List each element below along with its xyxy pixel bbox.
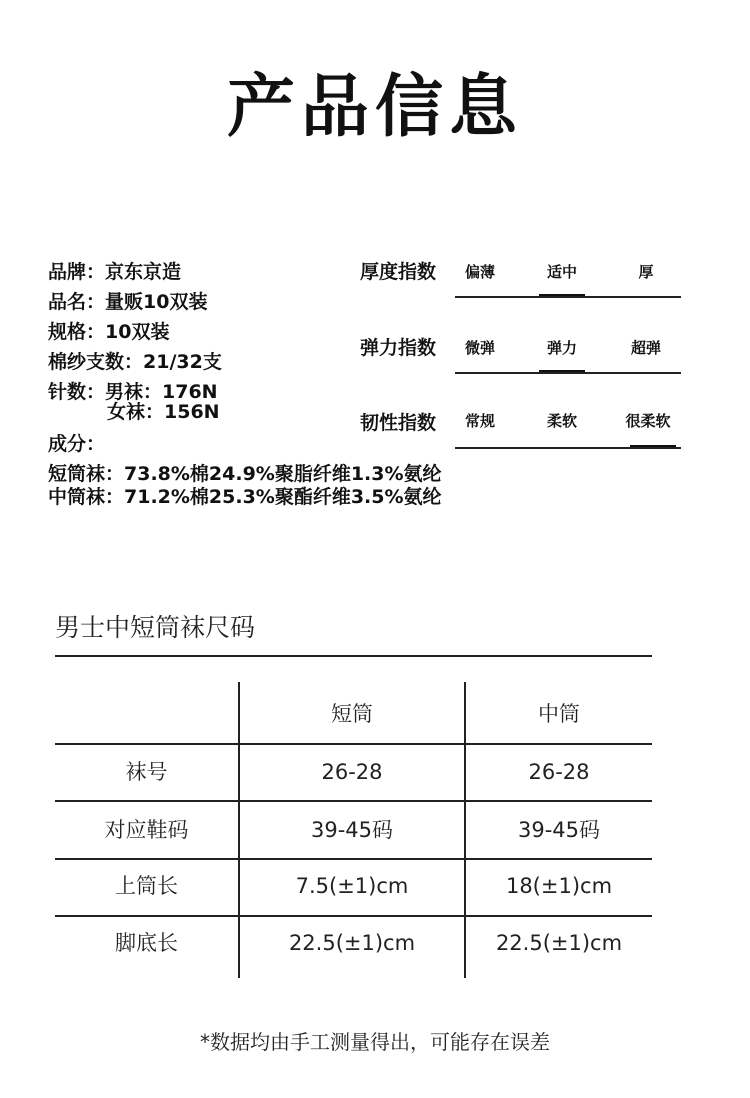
table-cell: 18(±1)cm: [505, 874, 613, 898]
info-needle-women: 女袜：156N: [107, 401, 220, 423]
info-spec: 规格：10双装: [48, 321, 170, 343]
thickness-option: 厚: [638, 263, 654, 281]
table-row-divider: [55, 743, 652, 745]
table-cell: 袜号: [125, 760, 168, 784]
size-chart-title: 男士中短筒袜尺码: [55, 613, 256, 642]
table-cell: 39-45码: [517, 818, 601, 842]
toughness-option: 柔软: [546, 412, 577, 430]
size-chart-title-rule: [55, 655, 652, 657]
info-brand: 品牌：京东京造: [48, 261, 182, 283]
thickness-index-label: 厚度指数: [360, 261, 437, 283]
page-title: 产品信息: [226, 68, 523, 147]
toughness-option: 很柔软: [625, 412, 671, 430]
table-header-cell: 中筒: [538, 702, 580, 726]
info-composition-mid: 中筒袜：71.2%棉25.3%聚酯纤维3.5%氨纶: [48, 486, 442, 508]
elasticity-index-label: 弹力指数: [360, 337, 437, 359]
elasticity-option: 超弹: [630, 339, 661, 357]
table-cell: 对应鞋码: [104, 818, 189, 842]
table-row-divider: [55, 800, 652, 802]
toughness-scale-line: [455, 447, 681, 449]
table-cell: 39-45码: [310, 818, 394, 842]
table-row-divider: [55, 915, 652, 917]
toughness-index-label: 韧性指数: [360, 412, 437, 434]
thickness-option: 适中: [546, 263, 577, 281]
elasticity-option: 弹力: [546, 339, 577, 357]
table-cell: 22.5(±1)cm: [288, 931, 416, 955]
info-yarn: 棉纱支数：21/32支: [48, 351, 222, 373]
thickness-scale-line: [455, 296, 681, 298]
table-cell: 22.5(±1)cm: [495, 931, 623, 955]
elasticity-option: 微弹: [464, 339, 495, 357]
info-composition-short: 短筒袜：73.8%棉24.9%聚脂纤维1.3%氨纶: [48, 463, 442, 485]
thickness-option: 偏薄: [464, 263, 495, 281]
measurement-footnote: *数据均由手工测量得出，可能存在误差: [200, 1030, 550, 1054]
table-cell: 26-28: [528, 760, 590, 784]
table-row-divider: [55, 858, 652, 860]
info-needle-men: 针数：男袜：176N: [48, 381, 218, 403]
table-cell: 上筒长: [115, 874, 178, 898]
toughness-option: 常规: [464, 412, 495, 430]
elasticity-scale-line: [455, 372, 681, 374]
info-name: 品名：量贩10双装: [48, 291, 208, 313]
table-cell: 26-28: [321, 760, 383, 784]
table-header-cell: 短筒: [331, 702, 373, 726]
info-composition-label: 成分：: [48, 433, 106, 455]
table-cell: 7.5(±1)cm: [295, 874, 409, 898]
table-cell: 脚底长: [115, 931, 178, 955]
